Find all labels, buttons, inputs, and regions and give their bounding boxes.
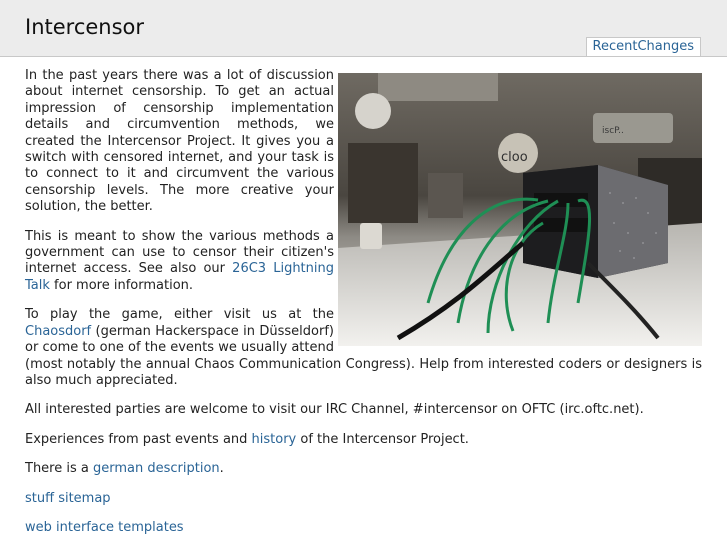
german-description-link[interactable]: german description <box>92 461 220 477</box>
web-interface-templates-link[interactable]: web interface templates <box>25 519 184 535</box>
german-text-end: . <box>219 461 224 477</box>
svg-text:cloo: cloo <box>501 150 528 165</box>
site-header <box>0 0 727 57</box>
history-text-end: of the Intercensor Project. <box>296 431 469 447</box>
history-paragraph <box>25 432 702 448</box>
history-text-start: Experiences from past events and <box>25 431 252 447</box>
stuff-sitemap-link[interactable]: stuff sitemap <box>25 490 111 506</box>
svg-text:iscP..: iscP.. <box>602 126 624 136</box>
history-link[interactable]: history <box>251 431 297 447</box>
main-content <box>25 68 702 549</box>
templates-paragraph <box>25 520 702 536</box>
purpose-text-start: This is meant to show the various methods a government can use to censor their citizen's internet access. See also our <box>25 228 334 277</box>
recent-changes-tab[interactable]: RecentChanges <box>586 37 701 56</box>
german-text-start: There is a <box>25 461 93 477</box>
sitemap-paragraph <box>25 491 702 507</box>
chaosdorf-link[interactable]: Chaosdorf <box>25 323 92 339</box>
intro-paragraph: In the past years there was a lot of discussion about internet censorship. To get an actual impression of censorship implementation details and circumvention methods, we created the Intercensor Project. It gives you a switch with censored internet, and your task is to connect to it and circumvent the various censorship levels. The more creative your solution, the better. <box>25 68 334 215</box>
intercensor-setup-photo <box>338 73 702 346</box>
play-text-end: (german Hackerspace in Düsseldorf) or come to one of the events we usually attend (most notably the annual Chaos Communication Congress). Help from interested coders or designers is also much appreciated. <box>25 323 702 388</box>
purpose-text-end: for more information. <box>49 277 194 293</box>
site-title[interactable]: Intercensor <box>25 15 145 39</box>
german-paragraph <box>25 461 702 477</box>
irc-paragraph: All interested parties are welcome to visit our IRC Channel, #intercensor on OFTC (irc.oftc.net). <box>25 402 644 418</box>
play-text-start: To play the game, either visit us at the <box>25 307 334 323</box>
lightning-talk-link[interactable]: 26C3 Lightning Talk <box>25 261 334 293</box>
